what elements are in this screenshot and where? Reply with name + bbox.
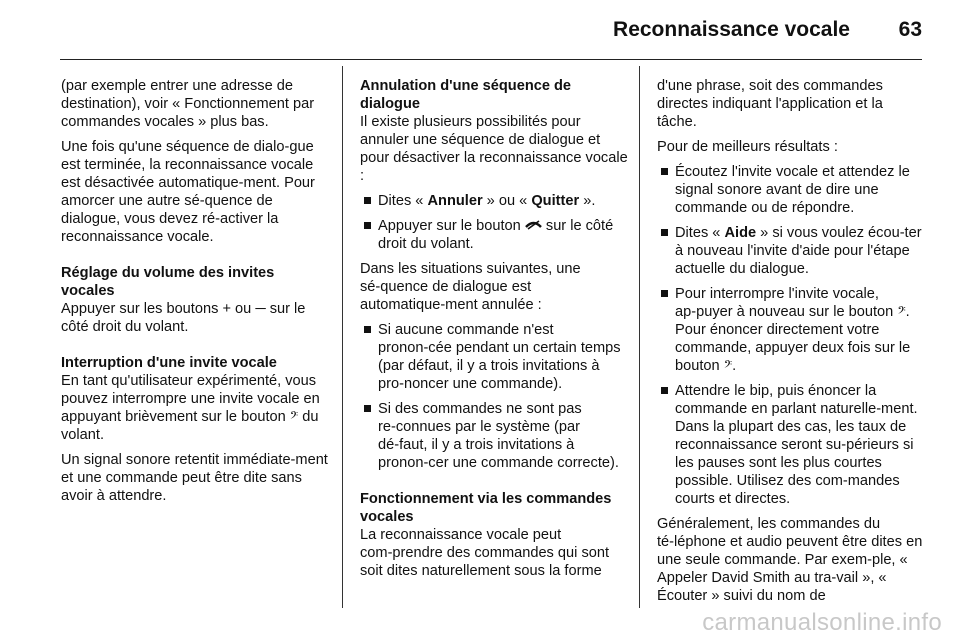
section-heading: Fonctionnement via les commandes vocales <box>360 491 612 525</box>
section-heading: Interruption d'une invite vocale <box>61 355 277 371</box>
plus-button-icon: + <box>222 301 231 317</box>
list-item: Dites « Annuler » ou « Quitter ». <box>360 192 628 210</box>
bullet-list <box>657 163 925 508</box>
paragraph: d'une phrase, soit des commandes directes indiquant l'application et la tâche. <box>657 78 883 130</box>
column-divider <box>342 66 343 608</box>
section-heading: Réglage du volume des invites vocales <box>61 265 275 299</box>
list-item: Appuyer sur le bouton sur le côté droit du volant. <box>360 217 628 253</box>
paragraph: Appuyer sur les boutons + ou ─ sur le côté droit du volant. <box>61 301 306 335</box>
list-item: Écoutez l'invite vocale et attendez le signal sonore avant de dire une commande ou de répondre. <box>657 163 925 217</box>
voice-button-icon: 𝄢 <box>897 304 906 319</box>
paragraph: La reconnaissance vocale peut com‑prendre des commandes qui sont soit dites naturellement sous la forme <box>360 527 610 579</box>
paragraph: Un signal sonore retentit immédiate‑ment et une commande peut être dite sans avoir à attendre. <box>61 452 328 504</box>
list-item: Dites « Aide » si vous voulez écou‑ter à nouveau l'invite d'aide pour l'étape actuelle du dialogue. <box>657 224 925 278</box>
paragraph: Généralement, les commandes du té‑léphone et audio peuvent être dites en une seule commande. Par exem‑ple, « Appeler David Smith au tra‑vail », « Écouter » suivi du nom de <box>657 516 923 604</box>
paragraph: Dans les situations suivantes, une sé‑quence de dialogue est automatique‑ment annulée : <box>360 261 581 313</box>
column-3 <box>657 77 925 612</box>
voice-button-icon: 𝄢 <box>289 409 299 424</box>
paragraph: Il existe plusieurs possibilités pour annuler une séquence de dialogue et pour désactiver la reconnaissance vocale : <box>360 114 628 184</box>
section-heading: Annulation d'une séquence de dialogue <box>360 78 572 112</box>
column-divider <box>639 66 640 608</box>
list-item: Si aucune commande n'est pronon‑cée pendant un certain temps (par défaut, il y a trois invitations à pro‑noncer une commande). <box>360 321 628 393</box>
paragraph: (par exemple entrer une adresse de destination), voir « Fonctionnement par commandes vocales » plus bas. <box>61 78 315 130</box>
voice-button-icon: 𝄢 <box>723 358 733 373</box>
list-item: Pour interrompre l'invite vocale, ap‑puyer à nouveau sur le bouton 𝄢. Pour énoncer directement votre commande, appuyer deux fois sur le bouton 𝄢. <box>657 285 925 375</box>
list-item: Si des commandes ne sont pas re‑connues par le système (par dé‑faut, il y a trois invitations à pronon‑cer une commande correcte). <box>360 400 628 472</box>
page-number: 63 <box>898 18 922 41</box>
paragraph: Une fois qu'une séquence de dialo‑gue est terminée, la reconnaissance vocale est désactivée automatique‑ment. Pour amorcer une autre sé‑quence de dialogue, vous devez ré‑activer la reconnaissance vocale. <box>61 139 315 245</box>
watermark: carmanualsonline.info <box>702 609 942 636</box>
column-1 <box>61 77 329 512</box>
minus-button-icon: ─ <box>255 301 266 317</box>
page-header <box>60 0 922 60</box>
hang-up-icon <box>525 217 542 235</box>
list-item: Attendre le bip, puis énoncer la commande en parlant naturelle‑ment. Dans la plupart des cas, les taux de reconnaissance seront su‑périeurs si les pauses sont les plus courtes possible. Utilisez des com‑mandes courts et directes. <box>657 382 925 508</box>
page-title: Reconnaissance vocale <box>613 18 850 41</box>
column-2 <box>360 77 628 587</box>
paragraph: En tant qu'utilisateur expérimenté, vous pouvez interrompre une invite vocale en appuyant brièvement sur le bouton 𝄢 du volant. <box>61 373 320 443</box>
paragraph: Pour de meilleurs résultats : <box>657 139 838 155</box>
bullet-list <box>360 192 628 253</box>
bullet-list <box>360 321 628 472</box>
